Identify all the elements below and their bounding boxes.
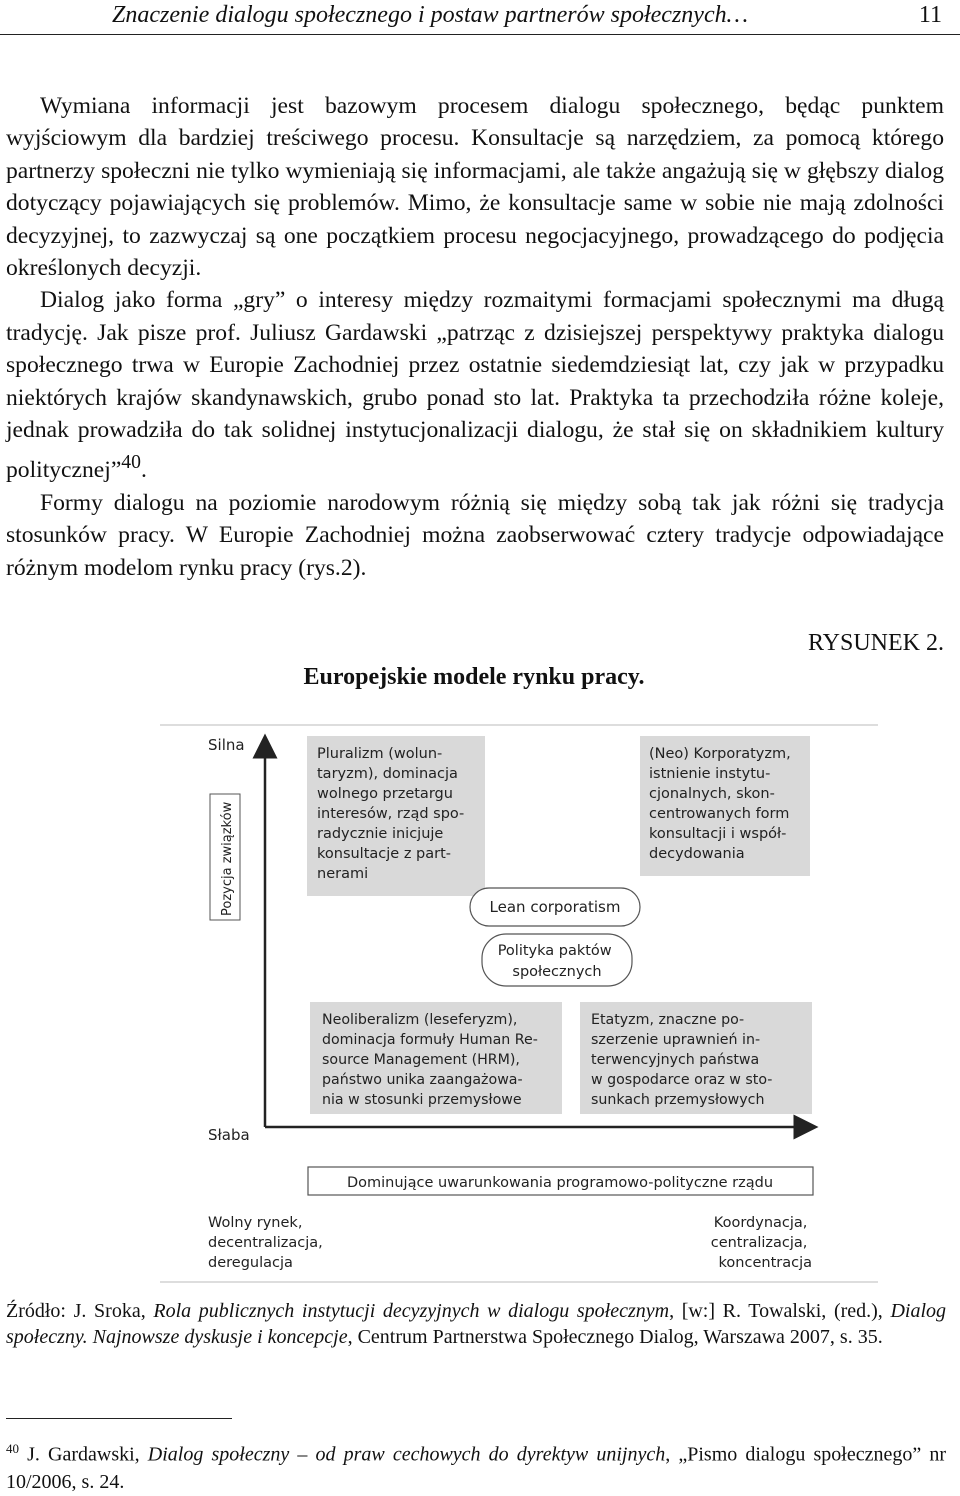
box-pluralism-line: konsultacje z part- — [317, 846, 452, 862]
x-axis-left-line: deregulacja — [208, 1255, 293, 1271]
x-axis-right-line: koncentracja — [718, 1255, 812, 1271]
x-axis-right-line: Koordynacja, — [713, 1215, 808, 1231]
page-number: 11 — [918, 2, 942, 28]
x-axis-right-line: centralizacja, — [710, 1235, 808, 1251]
paragraph-2-end: . — [140, 457, 147, 484]
paragraph-2-text: Dialog jako forma „gry” o interesy między rozmaitymi formacjami społecznymi ma długą tradycję. Jak pisze prof. Juliusz Gardawski „patrząc z dzisiejszej perspektywy praktyka dialogu społecznego trwa w Europie Zachodniej przez ostatnie siedemdziesiąt lat, czy jak w przypadku niektórych krajów skandynawskich, grubo ponad sto lat. Praktyka ta przechodziła różne koleje, jednak prowadziła do tak solidnej instytucjonalizacji dialogu, że stał się on składnikiem kultury politycznej” — [6, 287, 944, 484]
box-neoliberalism-line: nia w stosunki przemysłowe — [322, 1092, 522, 1108]
box-pluralism-line: wolnego przetargu — [317, 786, 453, 802]
y-axis-label: Pozycja związków — [220, 801, 235, 916]
box-neoliberalism-text — [322, 1012, 542, 1108]
figure-title: Europejskie modele rynku pracy. — [303, 664, 645, 690]
oval-social-pacts-line: Polityka paktów — [497, 943, 612, 959]
box-etatism-line: szerzenie uprawnień in- — [591, 1032, 761, 1048]
x-axis-left-label — [208, 1215, 327, 1271]
box-etatism-line: Etatyzm, znaczne po- — [591, 1012, 745, 1028]
footnote-suffix: , „Pismo dialogu społecznego” nr 10/2006, s. 24. — [6, 1443, 946, 1493]
source-title-1: Rola publicznych instytucji decyzyjnych w dialogu społecznym — [153, 1300, 670, 1322]
source-title-2: Dialog społeczny. Najnowsze dyskusje i koncepcje — [6, 1300, 947, 1348]
box-corporatism-line: cjonalnych, skon- — [649, 786, 775, 802]
box-neoliberalism-line: Neoliberalizm (leseferyzm), — [322, 1012, 518, 1028]
box-corporatism-line: konsultacji i współ- — [649, 826, 787, 842]
y-axis-top-label: Silna — [208, 736, 245, 754]
body-text — [6, 90, 944, 584]
oval-lean-corporatism-text: Lean corporatism — [489, 898, 621, 916]
box-neoliberalism-line: source Management (HRM), — [322, 1052, 520, 1068]
paragraph-1: Wymiana informacji jest bazowym procesem dialogu społecznego, będąc punktem wyjściowym dla bardziej treściwego procesu. Konsultacje są narzędziem, za pomocą którego partnerzy społeczni nie tylko wymieniają się informacjami, ale także angażują się w głębszy dialog dotyczący pojawiających się problemów. Mimo, że konsultacje same w sobie nie mają zdolności decyzyjnej, to zazwyczaj są one początkiem procesu negocjacyjnego, prowadzącego do podjęcia określonych decyzji. — [6, 93, 944, 282]
box-pluralism-text — [317, 746, 469, 882]
y-axis-bottom-label: Słaba — [208, 1126, 250, 1144]
box-pluralism-line: Pluralizm (wolun- — [317, 746, 443, 762]
source-suffix: , Centrum Partnerstwa Społecznego Dialog, Warszawa 2007, s. 35. — [347, 1326, 883, 1348]
x-axis-label: Dominujące uwarunkowania programowo-polityczne rządu — [346, 1175, 774, 1191]
box-etatism-line: terwencyjnych państwa — [591, 1052, 760, 1068]
page-header — [0, 0, 960, 35]
box-neoliberalism-line: państwo unika zaangażowa- — [322, 1072, 523, 1088]
box-pluralism-line: nerami — [317, 866, 369, 882]
source-mid: , [w:] R. Towalski, (red.), — [669, 1300, 891, 1322]
x-axis-left-line: Wolny rynek, — [208, 1215, 303, 1231]
box-neoliberalism-line: dominacja formuły Human Re- — [322, 1032, 538, 1048]
box-etatism-line: sunkach przemysłowych — [591, 1092, 765, 1108]
footnote-divider — [6, 1418, 232, 1419]
labor-market-models-diagram — [160, 722, 880, 1288]
x-axis-right-label — [711, 1215, 812, 1271]
box-corporatism-line: (Neo) Korporatyzm, — [649, 746, 791, 762]
box-pluralism-line: interesów, rząd spo- — [317, 806, 465, 822]
box-corporatism-line: decydowania — [649, 846, 745, 862]
box-pluralism-line: radycznie inicjuje — [317, 826, 444, 842]
box-corporatism-line: istnienie instytu- — [649, 766, 771, 782]
x-axis-left-line: decentralizacja, — [208, 1235, 323, 1251]
paragraph-2 — [6, 284, 944, 486]
oval-social-pacts-line: społecznych — [512, 964, 602, 980]
footnote-prefix: J. Gardawski, — [19, 1443, 148, 1466]
figure-label: RYSUNEK 2. — [807, 630, 944, 656]
box-etatism-line: w gospodarce oraz w sto- — [591, 1072, 773, 1088]
box-pluralism-line: taryzm), dominacja — [317, 766, 458, 782]
paragraph-3: Formy dialogu na poziomie narodowym różnią się między sobą tak jak różni się tradycja stosunków pracy. W Europie Zachodniej można zaobserwować cztery tradycje odpowiadające różnym modelom rynku pracy (rys.2). — [6, 489, 944, 581]
figure-source — [6, 1298, 946, 1350]
footnote — [6, 1435, 946, 1496]
box-corporatism-line: centrowanych form — [649, 806, 790, 822]
footnote-number: 40 — [6, 1441, 19, 1456]
footnote-title: Dialog społeczny – od praw cechowych do dyrektyw unijnych — [147, 1443, 666, 1466]
running-title: Znaczenie dialogu społecznego i postaw partnerów społecznych… — [112, 2, 748, 28]
source-prefix: Źródło: J. Sroka, — [6, 1300, 154, 1322]
footnote-ref[interactable]: 40 — [121, 451, 141, 474]
